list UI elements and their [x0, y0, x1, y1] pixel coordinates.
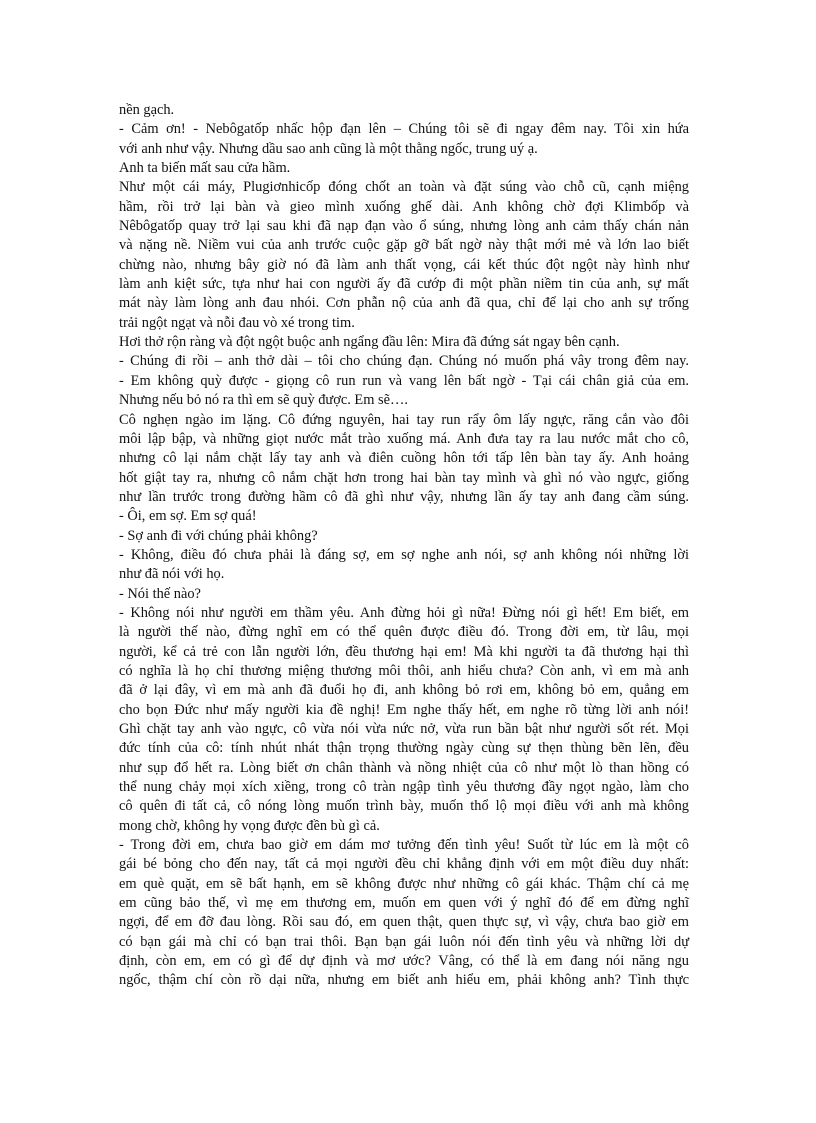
text-line: mát này làm lòng anh đau nhói. Cơn phẫn nộ của anh đã qua, chỉ để lại cho anh sự trống [119, 295, 689, 312]
text-line: - Không nói như người em thầm yêu. Anh đừng hỏi gì nữa! Đừng nói gì hết! Em biết, em [119, 604, 689, 621]
text-line: đức tính của cô: tính nhút nhát thận trọng thường ngày cùng sự thẹn thùng bẽn lẽn, đều [119, 740, 689, 757]
text-line: là người thế nào, đừng nghĩ em có thể quên được điều đó. Trong đời em, từ lâu, mọi [119, 624, 689, 641]
text-line: Ghì chặt tay anh vào ngực, cô vừa nói vừa nức nở, vừa run bần bật như người sốt rét. Mọi [119, 721, 689, 737]
text-line: như sụp đổ hết ra. Lòng biết ơn chân thành và nồng nhiệt của cô như một lò than hồng có [119, 759, 689, 776]
text-line: ngốc, thậm chí còn rồ dại nữa, nhưng em biết anh hiểu em, phải không anh? Tình thực [119, 972, 689, 989]
text-line: - Chúng đi rồi – anh thở dài – tôi cho chúng đạn. Chúng nó muốn phá vây trong đêm nay. [119, 353, 689, 370]
text-line: hầm, rồi trở lại bàn và gieo mình xuống ghế dài. Anh không chờ đợi Klimbốp và [119, 198, 689, 215]
text-line: thể nung chảy mọi xích xiềng, trong cô tràn ngập tình yêu thương đầy ngọt ngào, làm cho [119, 779, 689, 796]
text-line: môi lập bập, và những giọt nước mắt trào xuống má. Anh đưa tay ra lau nước mắt cho cô, [119, 430, 689, 447]
text-line: nền gạch. [119, 102, 175, 118]
text-line: - Không, điều đó chưa phải là đáng sợ, em sợ nghe anh nói, sợ anh không nói những lời [119, 546, 689, 563]
text-line: - Cảm ơn! - Nebôgatốp nhấc hộp đạn lên – Chúng tôi sẽ đi ngay đêm nay. Tôi xin hứa [119, 121, 689, 138]
text-line: Cô nghẹn ngào im lặng. Cô đứng nguyên, hai tay run rẩy ôm lấy ngực, răng cắn vào đôi [119, 411, 689, 428]
text-line: Nêbôgatốp quay trở lại sau khi đã nạp đạn vào ổ súng, nhưng lòng anh cảm thấy chán nản [119, 218, 689, 235]
text-line: có nghĩa là họ chỉ thương miệng thương môi thôi, anh hiểu chưa? Còn anh, vì em mà anh [119, 662, 689, 679]
text-line: Nhưng nếu bỏ nó ra thì em sẽ quỳ được. Em sẽ…. [119, 392, 408, 409]
text-line: với anh như vậy. Nhưng dầu sao anh cũng là một thằng ngốc, trung uý ạ. [119, 140, 538, 157]
text-line: chừng nào, nhưng bây giờ nó đã làm anh thất vọng, cái kết thúc đột ngột này hình như [119, 256, 689, 273]
text-line: - Sợ anh đi với chúng phải không? [119, 527, 318, 544]
text-line: và nặng nề. Niềm vui của anh trước cuộc gặp gỡ bất ngờ này thật mới mẻ và lớn lao biết [119, 237, 689, 254]
text-line: như lần trước trong đường hầm cô đã ghì như vậy, nhưng lần ấy tay anh đang cầm súng. [119, 488, 689, 505]
text-line: nhưng cô lại nắm chặt lấy tay anh và điên cuồng hôn tới tấp lên bàn tay ấy. Anh hoảng [119, 450, 689, 467]
text-line: - Trong đời em, chưa bao giờ em dám mơ tưởng đến tình yêu! Suốt từ lúc em là một cô [119, 837, 689, 854]
text-line: người, kể cả trẻ con lẫn người lớn, đều thương hại em! Mà khi người ta đã thương hại thì [119, 643, 689, 660]
text-line: làm anh kiệt sức, tựa như hai con người ấy đã cướp đi một phần niềm tin của anh, sự mất [119, 276, 689, 293]
text-line: Anh ta biến mất sau cửa hầm. [119, 160, 291, 177]
text-line: - Nói thế nào? [119, 585, 201, 602]
text-line: định, còn em, em có gì để dự định và mơ ước? Vâng, có thể là em đang nói năng ngu [119, 953, 689, 970]
text-line: cho bọn Đức như mấy người kia đề nghị! Em nghe thấy hết, em nghe rõ từng lời anh nói! [119, 701, 689, 718]
text-line: mong chờ, không hy vọng được đền bù gì cả. [119, 817, 380, 834]
text-line: trải ngột ngạt và nỗi đau vò xé trong tim. [119, 314, 355, 331]
text-line: đã ở lại đây, vì em mà anh đã đuổi họ đi, anh không bỏ rơi em, không bỏ em, quẳng em [119, 682, 689, 699]
text-line: em què quặt, em sẽ bất hạnh, em sẽ không được như những cô gái khác. Thậm chí cả mẹ [119, 875, 689, 892]
body-text [119, 101, 689, 991]
text-line: - Ôi, em sợ. Em sợ quá! [119, 508, 257, 525]
text-line: ngợi, để em đỡ đau lòng. Rồi sau đó, em quen thật, quen thực sự, vì vậy, chưa bao giờ em [119, 914, 689, 931]
text-line: - Em không quỳ được - giọng cô run run và vang lên bất ngờ - Tại cái chân giả của em. [119, 372, 689, 389]
text-line: cô quên đi tất cả, cô nóng lòng muốn trình bày, muốn thổ lộ mọi điều với anh mà không [119, 798, 689, 815]
text-line: em cũng bảo thế, vì mẹ em thương em, muốn em quen với ý nghĩ đó để em đừng nghĩ [119, 895, 689, 912]
text-line: Như một cái máy, Plugiơnhicốp đóng chốt an toàn và đặt súng vào chỗ cũ, cạnh miệng [119, 179, 689, 196]
text-line: như đã nói với họ. [119, 566, 225, 583]
text-line: Hơi thở rộn ràng và đột ngột buộc anh ngẩng đầu lên: Mira đã đứng sát ngay bên cạnh. [119, 334, 620, 351]
text-line: hốt giật tay ra, nhưng cô nắm chặt hơn trong hai bàn tay mình và ghì nó vào ngực, giống [119, 469, 689, 486]
text-line: có bạn gái mà chỉ có bạn trai thôi. Bạn bạn gái luôn nói đến tình yêu và những lời dự [119, 933, 689, 950]
text-line: gái bé bỏng cho đến nay, tất cả mọi người đều chỉ khẳng định với em một điều duy nhất: [119, 856, 689, 873]
